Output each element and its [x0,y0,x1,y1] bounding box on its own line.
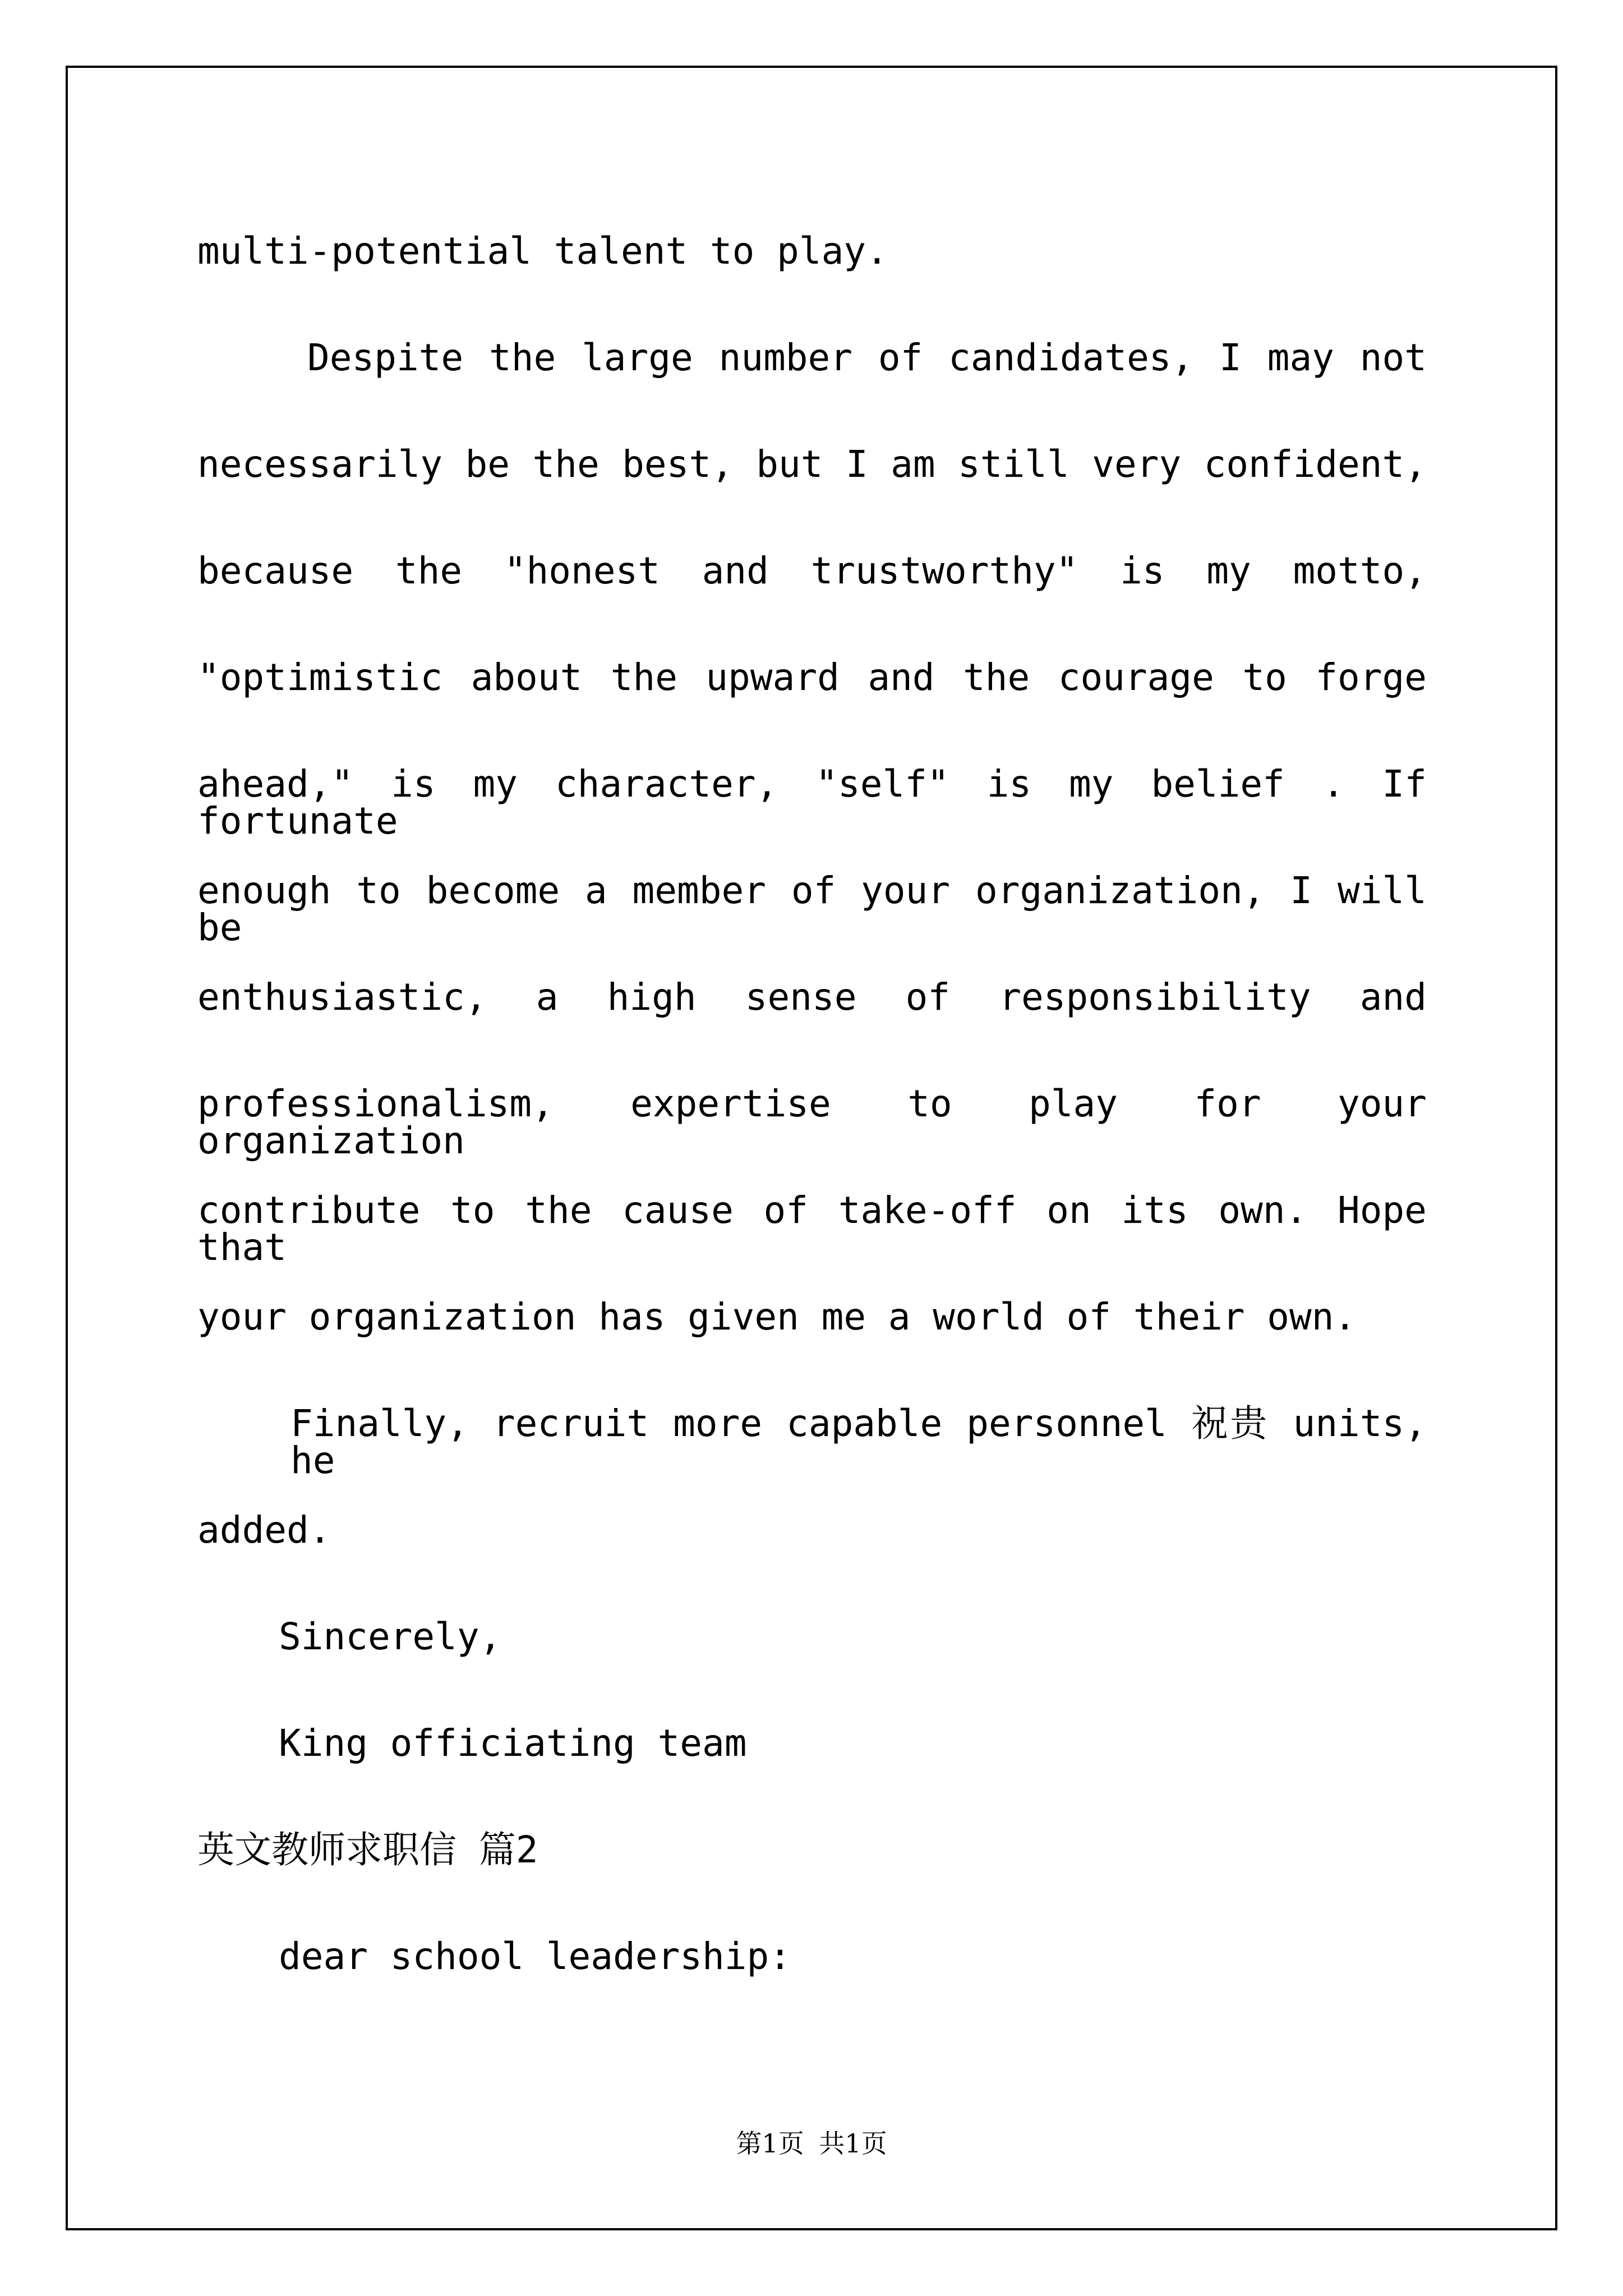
paragraph-2-line-2: added. [197,1508,331,1552]
closing-sincerely: Sincerely, [279,1615,502,1658]
paragraph-1-line-2: necessarily be the best, but I am still very confident, [197,443,1427,486]
paragraph-1-line-8: professionalism, expertise to play for your organization [197,1082,1427,1162]
section-heading: 英文教师求职信 篇2 [197,1828,538,1871]
paragraph-2-line-1: Finally, recruit more capable personnel 祝贵 units, he [291,1402,1427,1482]
salutation: dear school leadership: [279,1935,791,1978]
body-line-1: multi-potential talent to play. [197,229,888,273]
paragraph-1-line-9: contribute to the cause of take-off on its own. Hope that [197,1189,1427,1269]
paragraph-1-line-4: "optimistic about the upward and the courage to forge [197,656,1427,699]
paragraph-1-line-5: ahead," is my character, "self" is my belief . If fortunate [197,762,1427,843]
paragraph-1-line-1: Despite the large number of candidates, I may not [307,336,1427,379]
paragraph-1-line-3: because the "honest and trustworthy" is my motto, [197,549,1427,592]
paragraph-1-line-6: enough to become a member of your organization, I will be [197,869,1427,949]
page-footer: 第1页 共1页 [736,2128,887,2159]
paragraph-1-line-10: your organization has given me a world of their own. [197,1295,1357,1338]
paragraph-1-line-7: enthusiastic, a high sense of responsibility and [197,976,1427,1019]
signature-line: King officiating team [279,1722,747,1765]
